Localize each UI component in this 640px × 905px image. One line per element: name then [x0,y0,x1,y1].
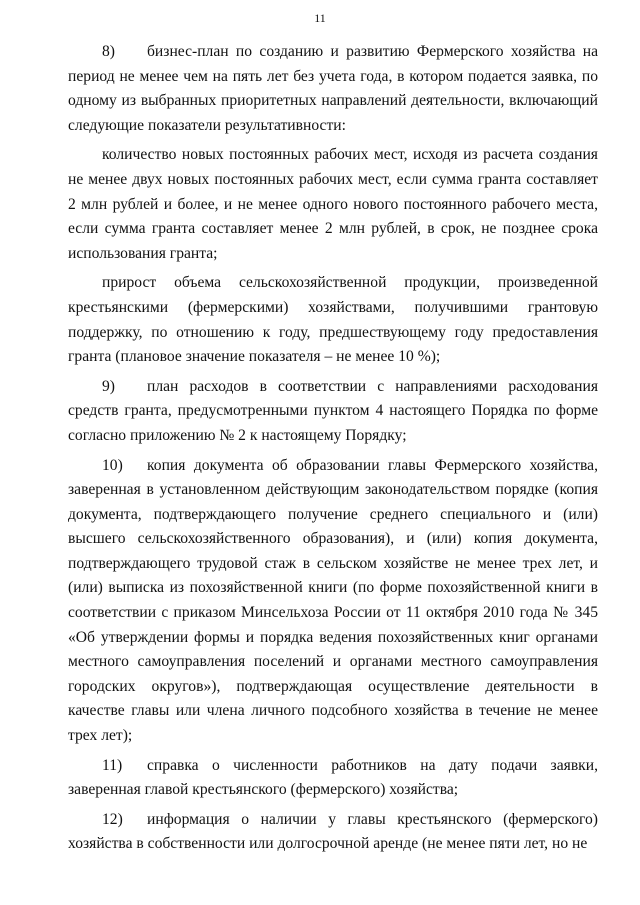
paragraph-item-12 [68,808,598,857]
paragraph-text: справка о численности работников на дату подачи заявки, заверенная главой крестьянского (фермерского) хозяйства; [68,756,598,799]
item-number: 12) [102,810,123,828]
paragraph-indicator-growth [68,271,598,369]
paragraph-indicator-jobs [68,143,598,266]
paragraph-item-10 [68,454,598,749]
document-body [68,40,598,862]
paragraph-item-8 [68,40,598,138]
item-number: 9) [102,377,115,395]
page-number: 11 [314,11,326,25]
item-number: 8) [102,43,115,60]
paragraph-text: копия документа об образовании главы Фермерского хозяйства, заверенная в установленном действующим законодательством порядке (копия документа, подтверждающего получение среднего специального и (или) высшего сельскохозяйственного образования), и (или) копия документа, подтверждающего трудовой стаж в сельском хозяйстве не менее трех лет, и (или) выписка из похозяйственной книги (по форме похозяйственной книги в соответствии с приказом Минсельхоза России от 11 октября 2010 года № 345 «Об утверждении формы и порядка ведения похозяйственных книг органами местного самоуправления поселений и органами местного самоуправления городских округов»), подтверждающая осуществление деятельности в качестве главы или члена личного подсобного хозяйства в течение не менее трех лет); [68,456,598,745]
item-number: 10) [102,456,123,474]
item-number: 11) [102,756,123,774]
paragraph-text: план расходов в соответствии с направлениями расходования средств гранта, предусмотренными пунктом 4 настоящего Порядка по форме согласно приложению № 2 к настоящему Порядку; [68,377,598,444]
paragraph-item-9 [68,375,598,449]
paragraph-text: информация о наличии у главы крестьянского (фермерского) хозяйства в собственности или долгосрочной аренде (не менее пяти лет, но не [68,810,598,853]
paragraph-text: бизнес-план по созданию и развитию Фермерского хозяйства на период не менее чем на пять лет без учета года, в котором подается заявка, по одному из выбранных приоритетных направлений деятельности, включающий следующие показатели результативности: [68,43,598,134]
paragraph-item-11 [68,754,598,803]
paragraph-text: количество новых постоянных рабочих мест, исходя из расчета создания не менее двух новых постоянных рабочих мест, если сумма гранта составляет 2 млн рублей и более, и не менее одного нового постоянного рабочего места, если сумма гранта составляет менее 2 млн рублей, в срок, не позднее срока использования гранта; [68,146,598,262]
paragraph-text: прирост объема сельскохозяйственной продукции, произведенной крестьянскими (фермерскими) хозяйствами, получившими грантовую поддержку, по отношению к году, предшествующему году предоставления гранта (плановое значение показателя – не менее 10 %); [68,274,598,366]
